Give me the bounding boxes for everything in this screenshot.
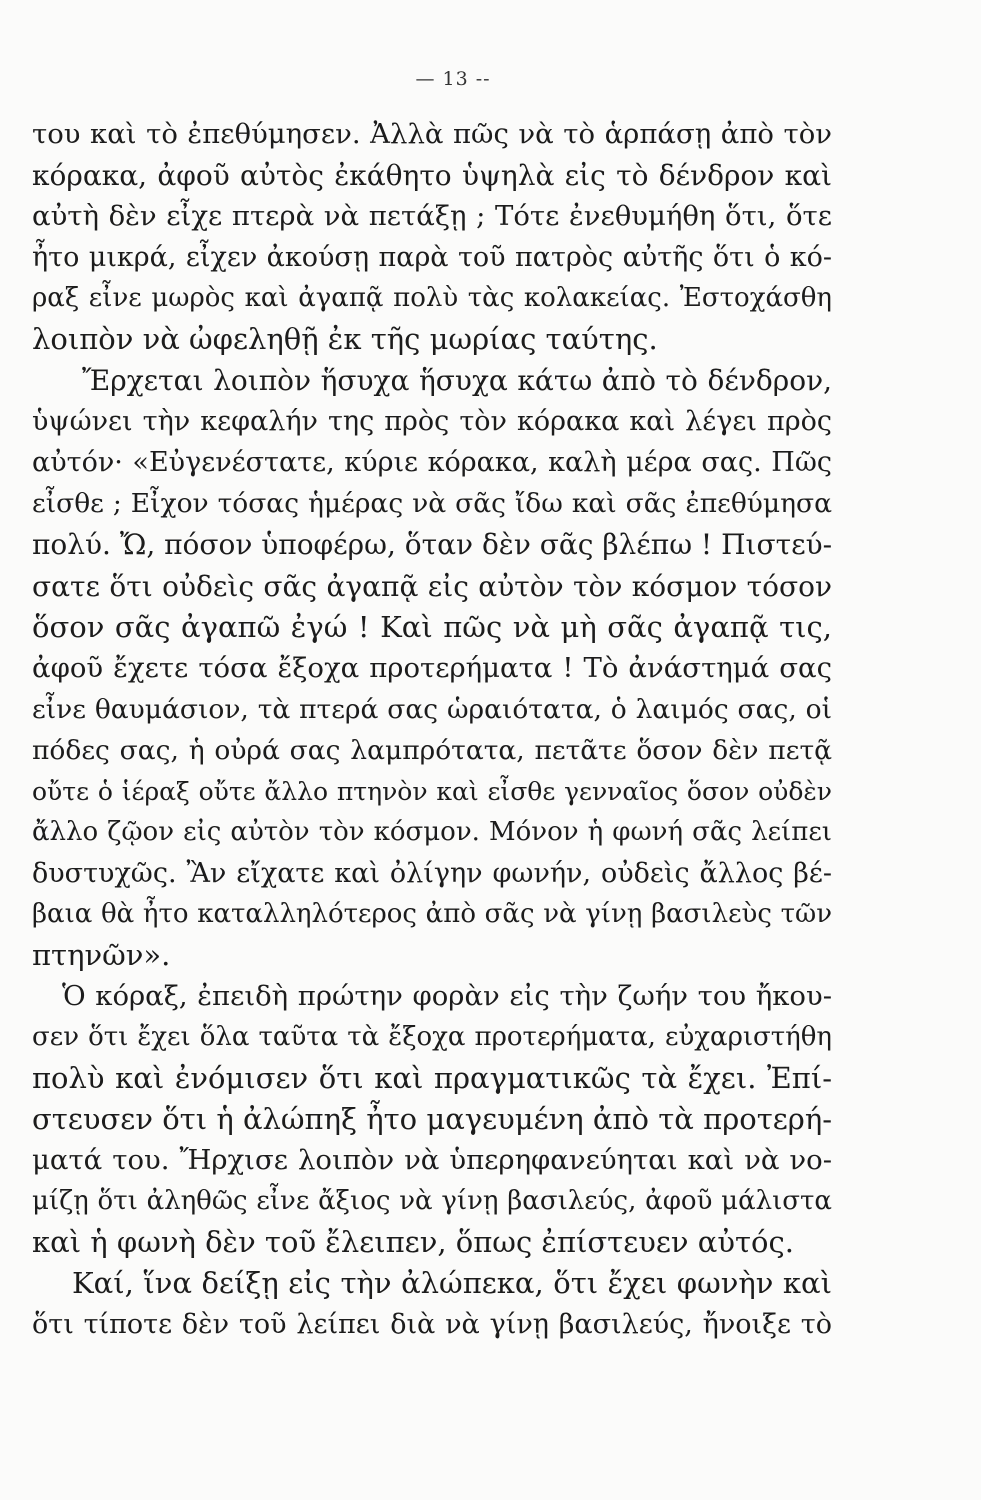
text-line: ὅτι τίποτε δὲν τοῦ λείπει διὰ νὰ γίνῃ βασιλεύς, ἤνοιξε τὸ [32,1309,832,1341]
text-line: πολὺ καὶ ἐνόμισεν ὅτι καὶ πραγματικῶς τὰ ἔχει. Ἐπί- [32,1061,832,1096]
text-line: ἀφοῦ ἔχετε τόσα ἔξοχα προτερήματα ! Τὸ ἀνάστημά σας [32,651,832,684]
text-line: δυστυχῶς. Ἂν εἴχατε καὶ ὀλίγην φωνήν, οὐδεὶς ἄλλος βέ- [32,857,832,889]
text-line: στευσεν ὅτι ἡ ἀλώπηξ ἦτο μαγευμένη ἀπὸ τὰ προτερή- [32,1102,832,1137]
text-line: καὶ ἡ φωνὴ δὲν τοῦ ἔλειπεν, ὅπως ἐπίστευεν αὐτός. [32,1225,794,1260]
text-line: εἶνε θαυμάσιον, τὰ πτερά σας ὡραιότατα, ὁ λαιμός σας, οἱ [32,693,832,725]
text-line: μίζῃ ὅτι ἀληθῶς εἶνε ἄξιος νὰ γίνῃ βασιλεύς, ἀφοῦ μάλιστα [32,1186,832,1217]
page-text [32,114,832,1345]
text-line: πτηνῶν». [32,937,171,972]
text-line: Καί, ἵνα δείξῃ εἰς τὴν ἀλώπεκα, ὅτι ἔχει φωνὴν καὶ [72,1266,832,1301]
text-line: πόδες σας, ἡ οὐρά σας λαμπρότατα, πετᾶτε ὅσον δὲν πετᾷ [32,734,832,766]
text-line: Ὁ κόραξ, ἐπειδὴ πρώτην φορὰν εἰς τὴν ζωήν του ἤκου- [62,979,832,1012]
page-number: — 13 -- [415,68,491,90]
text-line: λοιπὸν νὰ ὠφεληθῇ ἐκ τῆς μωρίας ταύτης. [32,322,658,357]
text-line: Ἔρχεται λοιπὸν ἥσυχα ἥσυχα κάτω ἀπὸ τὸ δένδρον, [82,364,832,398]
text-line: ἦτο μικρά, εἶχεν ἀκούσῃ παρὰ τοῦ πατρὸς αὐτῆς ὅτι ὁ κό- [32,242,832,274]
text-line: ραξ εἶνε μωρὸς καὶ ἀγαπᾷ πολὺ τὰς κολακείας. Ἐστοχάσθη [32,283,832,314]
text-line: κόρακα, ἀφοῦ αὐτὸς ἐκάθητο ὑψηλὰ εἰς τὸ δένδρον καὶ [32,159,832,193]
text-line: αὐτὴ δὲν εἶχε πτερὰ νὰ πετάξῃ ; Τότε ἐνεθυμήθη ὅτι, ὅτε [32,200,832,233]
text-line: ἄλλο ζῷον εἰς αὐτὸν τὸν κόσμον. Μόνον ἡ φωνή σᾶς λείπει [32,816,832,847]
text-line: σεν ὅτι ἔχει ὅλα ταῦτα τὰ ἔξοχα προτερήματα, εὐχαριστήθη [32,1022,832,1053]
text-line: οὔτε ὁ ἱέραξ οὔτε ἄλλο πτηνὸν καὶ εἶσθε γενναῖος ὅσον οὐδὲν [32,776,832,806]
text-line: ὑψώνει τὴν κεφαλήν της πρὸς τὸν κόρακα καὶ λέγει πρὸς [32,406,832,438]
text-line: βαια θὰ ἦτο καταλληλότερος ἀπὸ σᾶς νὰ γίνῃ βασιλεὺς τῶν [32,898,832,929]
text-line: εἶσθε ; Εἶχον τόσας ἡμέρας νὰ σᾶς ἴδω καὶ σᾶς ἐπεθύμησα [32,488,832,520]
text-line: ὅσον σᾶς ἀγαπῶ ἐγώ ! Καὶ πῶς νὰ μὴ σᾶς ἀγαπᾷ τις, [32,609,832,644]
text-line: σατε ὅτι οὐδεὶς σᾶς ἀγαπᾷ εἰς αὐτὸν τὸν κόσμον τόσον [32,569,832,603]
text-line: του καὶ τὸ ἐπεθύμησεν. Ἀλλὰ πῶς νὰ τὸ ἁρπάσῃ ἀπὸ τὸν [32,118,832,150]
text-line: πολύ. Ὤ, πόσον ὑποφέρω, ὅταν δὲν σᾶς βλέπω ! Πιστεύ- [32,528,833,562]
text-line: ματά του. Ἤρχισε λοιπὸν νὰ ὑπερηφανεύηται καὶ νὰ νο- [32,1144,832,1177]
text-line: αὐτόν· «Εὐγενέστατε, κύριε κόρακα, καλὴ μέρα σας. Πῶς [32,447,832,479]
